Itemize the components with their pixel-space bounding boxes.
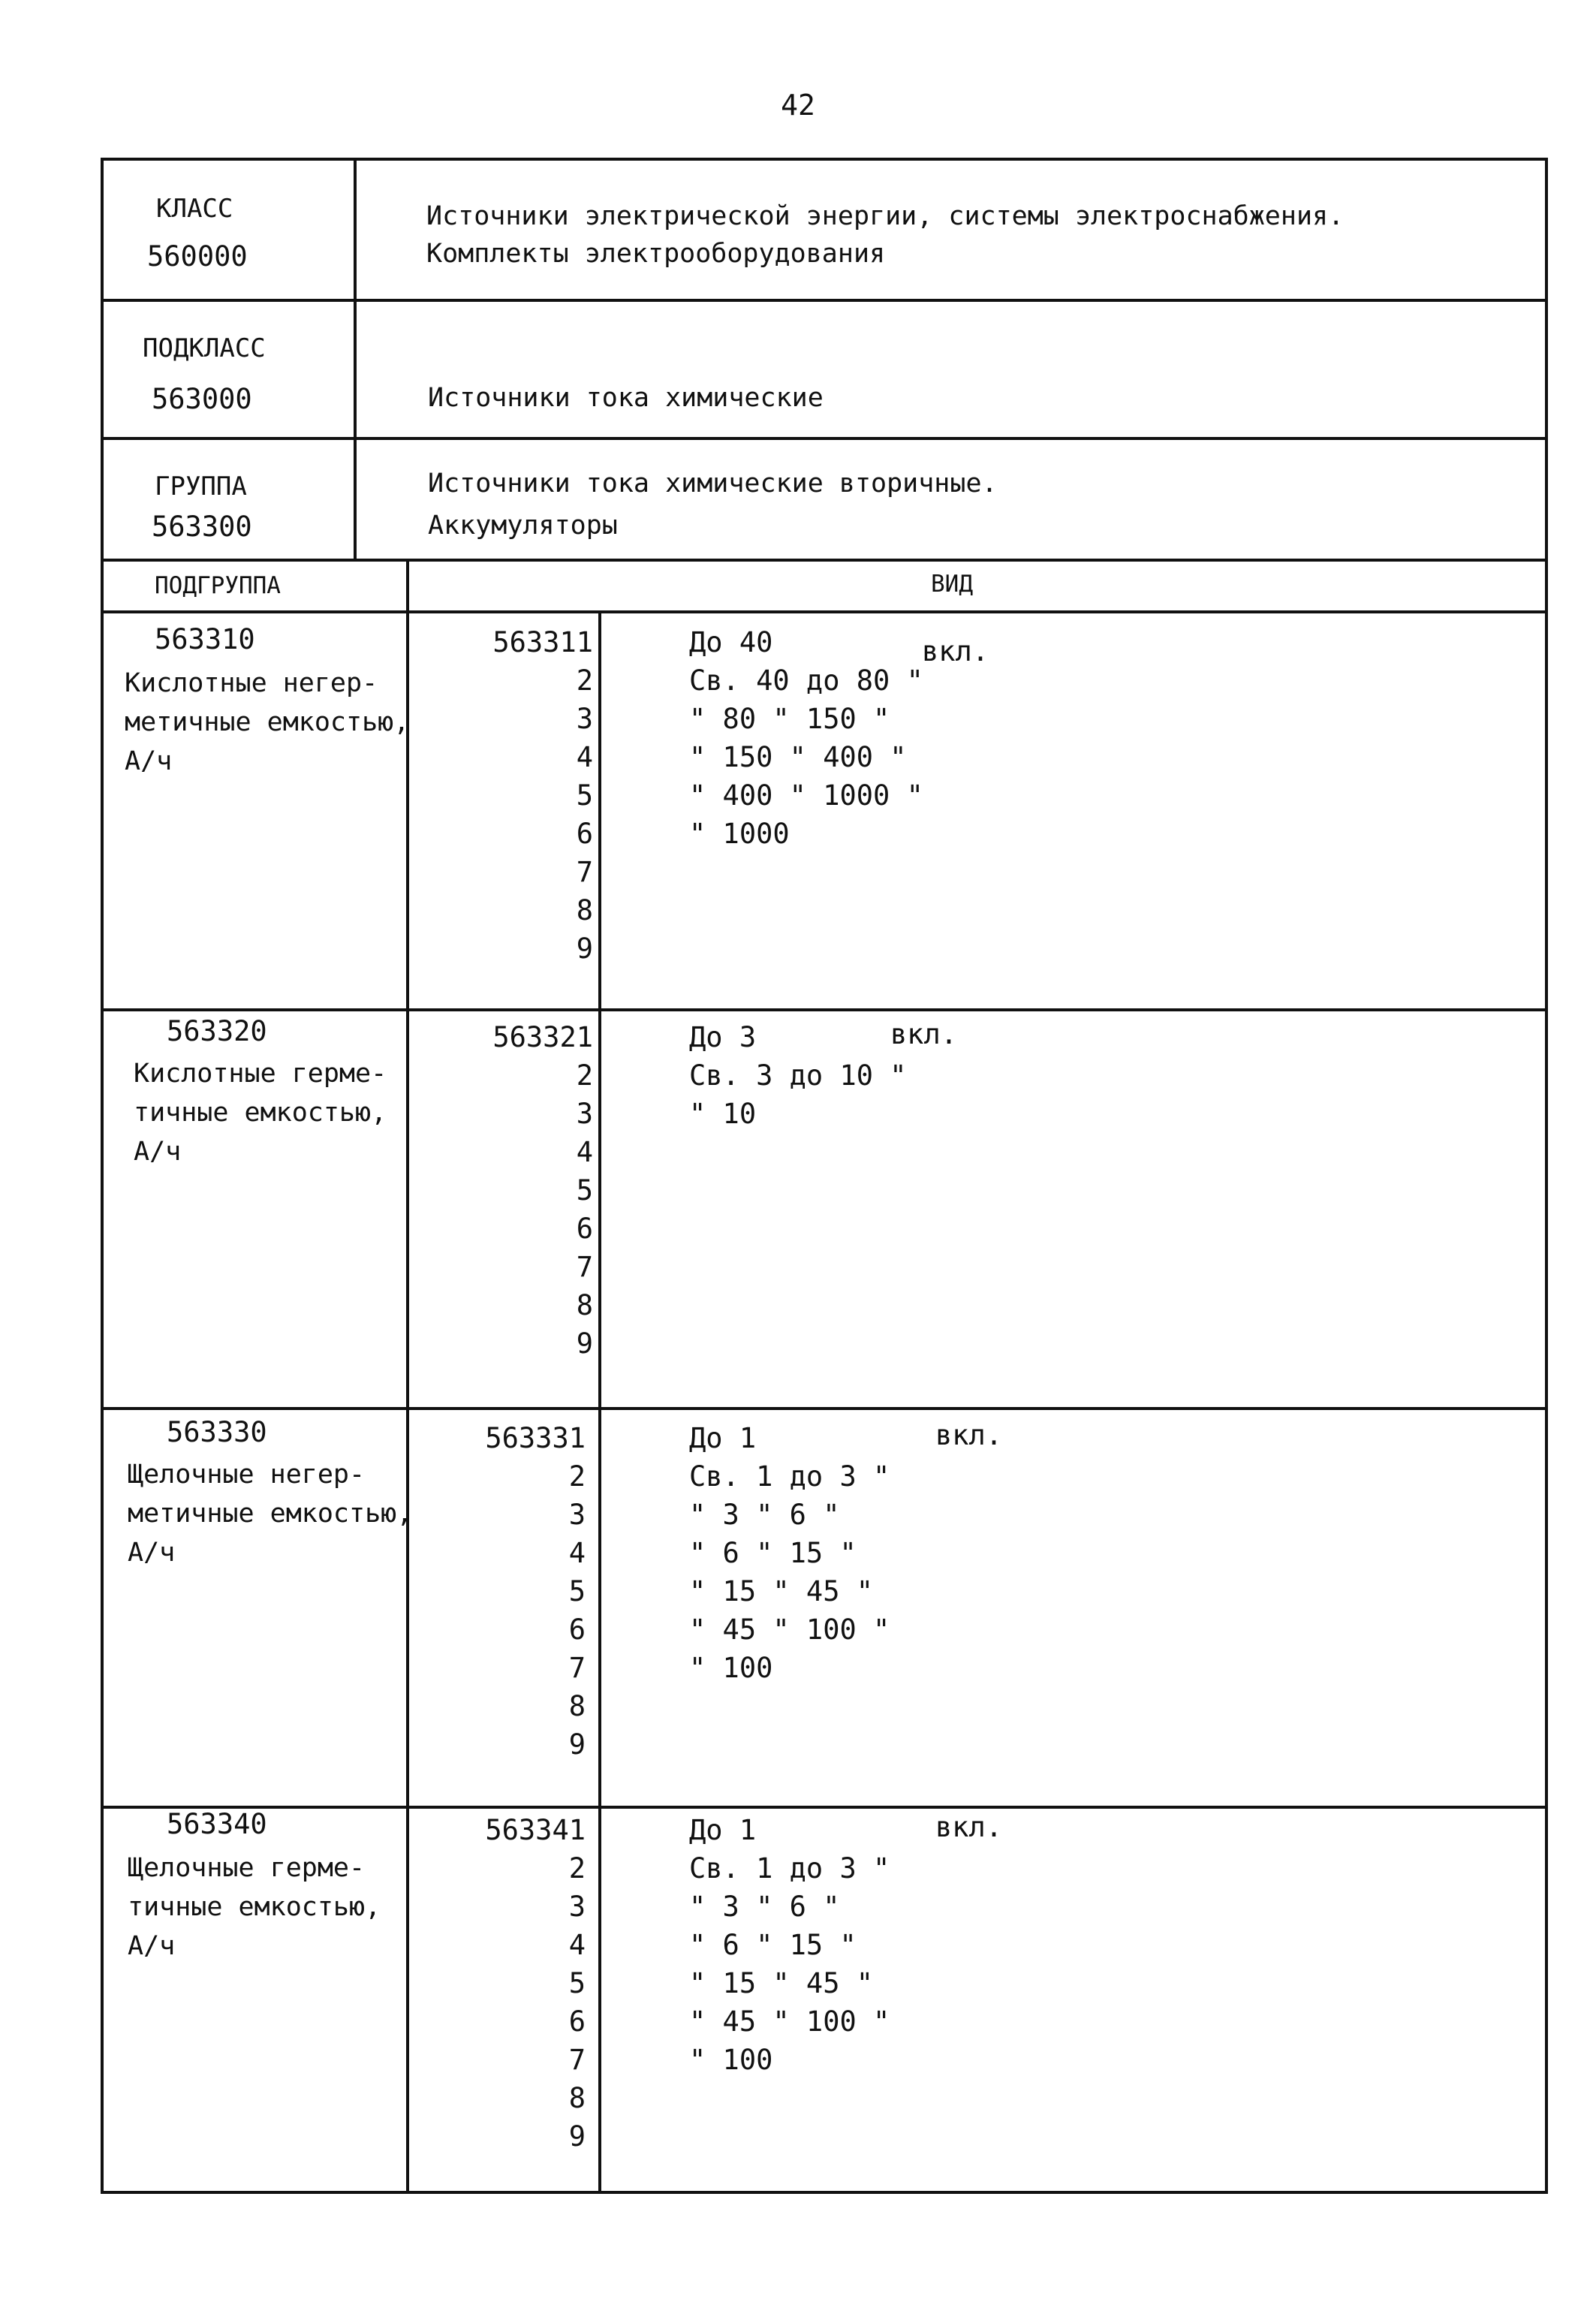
type-value: Св. 1 до 3 " [689, 1460, 890, 1493]
type-code: 3 [568, 1499, 586, 1531]
page-number: 42 [781, 89, 815, 122]
class-text-line-2: Комплекты электрооборудования [426, 239, 886, 269]
type-code: 3 [576, 703, 593, 735]
type-code: 9 [576, 1327, 593, 1360]
subgroup-name-line: метичные емкостью, [128, 1499, 413, 1529]
type-code: 6 [576, 1213, 593, 1245]
section-separator-2 [101, 1407, 1548, 1410]
type-code: 6 [568, 1614, 586, 1646]
type-code: 7 [576, 1251, 593, 1283]
type-code: 5 [576, 779, 593, 812]
type-code: 4 [568, 1537, 586, 1569]
type-code-list [450, 1018, 593, 1363]
type-code: 4 [576, 741, 593, 773]
type-code-list [450, 623, 593, 968]
subgroup-name-line: тичные емкостью, [128, 1892, 381, 1922]
type-value-list [689, 1811, 890, 2079]
subclass-row-separator [101, 437, 1548, 440]
type-code: 5 [568, 1967, 586, 1999]
inclusive-note: вкл. [935, 1811, 1003, 1843]
type-value: " 3 " 6 " [689, 1499, 840, 1531]
type-value: Св. 3 до 10 " [689, 1059, 907, 1092]
type-value: " 100 [689, 2044, 773, 2076]
table-left-border [101, 158, 104, 2194]
class-label: КЛАСС [156, 194, 233, 224]
type-value: " 15 " 45 " [689, 1967, 874, 1999]
type-code-list [450, 1419, 586, 1764]
type-code: 5 [568, 1575, 586, 1607]
header-divider [354, 158, 357, 562]
type-value: До 1 [689, 1814, 757, 1846]
type-value: Св. 40 до 80 " [689, 664, 923, 697]
codes-column-divider [598, 610, 601, 2194]
section-separator-3 [101, 1806, 1548, 1809]
subclass-label: ПОДКЛАСС [143, 333, 266, 363]
type-code: 8 [568, 1690, 586, 1722]
type-code: 9 [568, 1728, 586, 1761]
type-value: " 80 " 150 " [689, 703, 890, 735]
type-value: " 150 " 400 " [689, 741, 907, 773]
type-code: 2 [576, 1059, 593, 1092]
type-code-list [450, 1811, 586, 2156]
class-code: 560000 [147, 240, 248, 273]
type-code: 4 [568, 1929, 586, 1961]
subgroup-column-divider [406, 559, 409, 2194]
subclass-text: Источники тока химические [428, 383, 824, 413]
subgroup-name-line: А/ч [125, 746, 173, 776]
table-right-border [1545, 158, 1548, 2194]
subclass-code: 563000 [152, 383, 252, 415]
inclusive-note: вкл. [890, 1018, 958, 1050]
group-code: 563300 [152, 511, 252, 543]
table-top-border [101, 158, 1548, 161]
type-value: " 6 " 15 " [689, 1537, 857, 1569]
type-code: 8 [576, 1289, 593, 1321]
type-code: 8 [576, 894, 593, 927]
column-header-separator [101, 610, 1548, 613]
subgroup-name-line: А/ч [128, 1931, 176, 1961]
type-code: 4 [576, 1136, 593, 1168]
subgroup-name-line: Щелочные герме- [128, 1853, 366, 1883]
type-code: 7 [576, 856, 593, 888]
type-code: 7 [568, 1652, 586, 1684]
subgroup-name-line: Кислотные герме- [134, 1059, 387, 1089]
subgroup-name-line: Щелочные негер- [128, 1460, 366, 1490]
type-value-list [689, 623, 923, 853]
type-value: Св. 1 до 3 " [689, 1852, 890, 1885]
type-value: " 45 " 100 " [689, 1614, 890, 1646]
subgroup-name-line: Кислотные негер- [125, 668, 378, 698]
type-code: 9 [576, 933, 593, 965]
type-value: " 3 " 6 " [689, 1891, 840, 1923]
inclusive-note: вкл. [935, 1419, 1003, 1451]
subgroup-name-line: тичные емкостью, [134, 1098, 387, 1128]
type-value: " 1000 [689, 818, 790, 850]
type-code: 2 [568, 1852, 586, 1885]
class-row-separator [101, 299, 1548, 302]
group-text-line-2: Аккумуляторы [428, 511, 618, 541]
group-label: ГРУППА [155, 472, 247, 502]
subgroup-code: 563340 [167, 1808, 267, 1840]
subgroup-code: 563310 [155, 623, 255, 655]
type-value-list [689, 1419, 890, 1687]
type-code: 6 [568, 2005, 586, 2038]
type-value: " 100 [689, 1652, 773, 1684]
class-text-line-1: Источники электрической энергии, системы электроснабжения. [426, 201, 1345, 231]
type-value: " 10 [689, 1098, 757, 1130]
subgroup-code: 563320 [167, 1015, 267, 1047]
type-code: 8 [568, 2082, 586, 2114]
type-value: До 1 [689, 1422, 757, 1454]
type-code: 9 [568, 2120, 586, 2153]
type-value: " 400 " 1000 " [689, 779, 923, 812]
subgroup-name-line: А/ч [134, 1137, 182, 1167]
type-code: 563311 [492, 626, 593, 658]
group-text-line-1: Источники тока химические вторичные. [428, 469, 998, 499]
inclusive-note: вкл. [922, 635, 989, 667]
type-value-list [689, 1018, 907, 1133]
type-value: До 3 [689, 1021, 757, 1053]
group-row-separator [101, 559, 1548, 562]
type-value: " 45 " 100 " [689, 2005, 890, 2038]
type-code: 563341 [485, 1814, 586, 1846]
type-code: 563331 [485, 1422, 586, 1454]
type-code: 563321 [492, 1021, 593, 1053]
subgroup-code: 563330 [167, 1416, 267, 1448]
type-value: До 40 [689, 626, 773, 658]
type-code: 7 [568, 2044, 586, 2076]
type-code: 6 [576, 818, 593, 850]
subgroup-name-line: А/ч [128, 1538, 176, 1568]
type-value: " 15 " 45 " [689, 1575, 874, 1607]
type-code: 5 [576, 1174, 593, 1207]
type-code: 3 [576, 1098, 593, 1130]
type-code: 2 [576, 664, 593, 697]
type-code: 2 [568, 1460, 586, 1493]
type-column-header: ВИД [931, 571, 973, 598]
subgroup-column-header: ПОДГРУППА [155, 572, 281, 599]
subgroup-name-line: метичные емкостью, [125, 707, 410, 737]
type-value: " 6 " 15 " [689, 1929, 857, 1961]
table-bottom-border [101, 2191, 1548, 2194]
type-code: 3 [568, 1891, 586, 1923]
section-separator-1 [101, 1008, 1548, 1011]
